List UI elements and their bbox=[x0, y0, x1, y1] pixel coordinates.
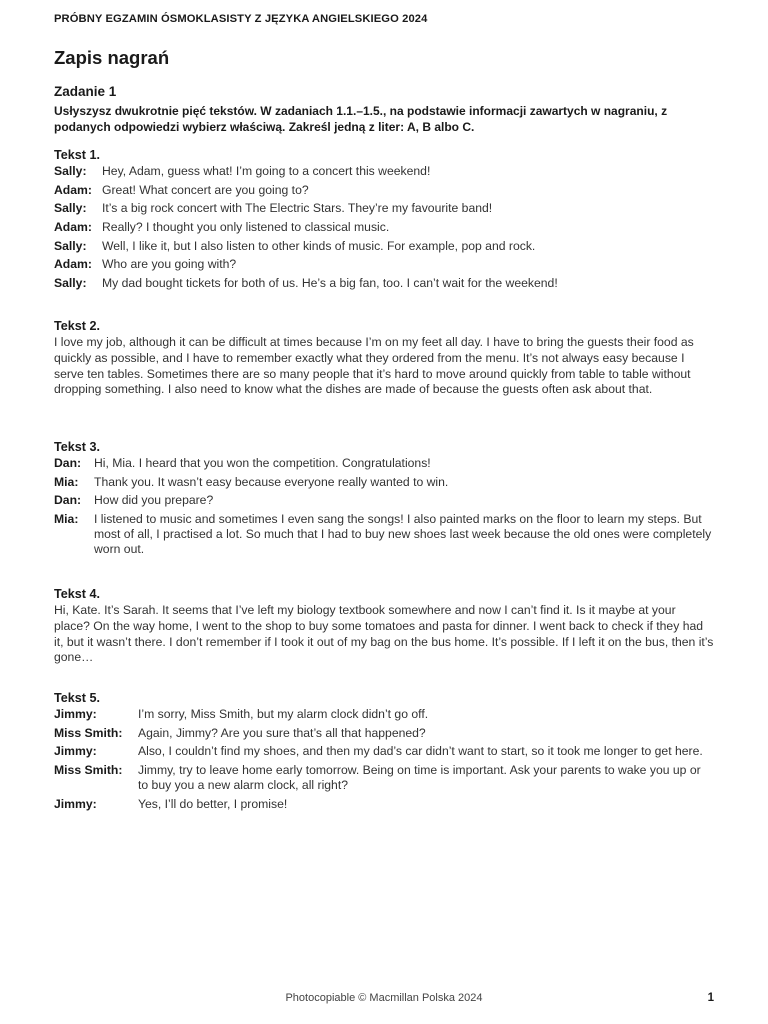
utterance: How did you prepare? bbox=[94, 493, 214, 508]
dialogue-line bbox=[54, 239, 714, 254]
utterance: Jimmy, try to leave home early tomorrow. Being on time is important. Ask your parents to wake you up or to buy you a new alarm clock, all right? bbox=[138, 763, 701, 793]
utterance: Again, Jimmy? Are you sure that’s all that happened? bbox=[138, 725, 426, 740]
section-title: Tekst 3. bbox=[54, 440, 100, 454]
dialogue-line bbox=[54, 475, 714, 490]
text-section-3 bbox=[54, 438, 714, 561]
utterance: Hi, Mia. I heard that you won the competition. Congratulations! bbox=[94, 456, 431, 470]
text-section-4 bbox=[54, 585, 714, 666]
monologue-paragraph: I love my job, although it can be difficult at times because I’m on my feet all day. I have to bring the guests their food as quickly as possible, and I have to remember exactly what they ordered from the menu. It’s not always easy because I serve ten tables. Sometimes there are so many people that it’s hard to move around quickly from table to table without dropping something. I also need to know what the dishes are made of because the guests often ask about that. bbox=[54, 335, 694, 397]
dialogue-line bbox=[54, 707, 714, 722]
section-title: Tekst 2. bbox=[54, 319, 100, 333]
dialogue-line bbox=[54, 744, 714, 759]
utterance: Who are you going with? bbox=[102, 257, 237, 272]
speaker-label: Sally: bbox=[54, 238, 87, 253]
dialogue-line bbox=[54, 201, 714, 216]
speaker-label: Mia: bbox=[54, 512, 79, 527]
dialogue-line bbox=[54, 763, 714, 793]
utterance: I’m sorry, Miss Smith, but my alarm clock didn’t go off. bbox=[138, 707, 429, 721]
dialogue-line bbox=[54, 257, 714, 272]
speaker-label: Miss Smith: bbox=[54, 725, 123, 740]
dialogue-line bbox=[54, 493, 714, 508]
utterance: Great! What concert are you going to? bbox=[102, 182, 309, 197]
speaker-label: Jimmy: bbox=[54, 796, 97, 811]
dialogue-line bbox=[54, 512, 714, 557]
utterance: I listened to music and sometimes I even sang the songs! I also painted marks on the floor to learn my steps. But most of all, I practised a lot. So much that I had to buy new shoes last week because the old ones were completely worn out. bbox=[94, 512, 712, 557]
utterance: Well, I like it, but I also listen to other kinds of music. For example, pop and rock. bbox=[102, 238, 536, 253]
section-title: Tekst 5. bbox=[54, 691, 100, 705]
speaker-label: Dan: bbox=[54, 456, 82, 470]
speaker-label: Jimmy: bbox=[54, 744, 97, 759]
utterance: Hey, Adam, guess what! I’m going to a concert this weekend! bbox=[102, 164, 431, 178]
task-instructions: Usłyszysz dwukrotnie pięć tekstów. W zadaniach 1.1.–1.5., na podstawie informacji zawartych w nagraniu, z podanych odpowiedzi wybierz właściwą. Zakreśl jedną z liter: A, B albo C. bbox=[54, 104, 668, 134]
utterance: Yes, I’ll do better, I promise! bbox=[138, 796, 288, 811]
utterance: Thank you. It wasn’t easy because everyone really wanted to win. bbox=[94, 474, 449, 489]
speaker-label: Adam: bbox=[54, 182, 92, 197]
speaker-label: Miss Smith: bbox=[54, 763, 123, 778]
utterance: It’s a big rock concert with The Electric Stars. They’re my favourite band! bbox=[102, 201, 493, 216]
section-title: Tekst 4. bbox=[54, 587, 100, 601]
speaker-label: Adam: bbox=[54, 257, 92, 272]
speaker-label: Sally: bbox=[54, 201, 87, 216]
page-title: Zapis nagrań bbox=[54, 47, 170, 68]
speaker-label: Dan: bbox=[54, 493, 82, 508]
speaker-label: Jimmy: bbox=[54, 707, 97, 721]
dialogue-line bbox=[54, 164, 714, 179]
utterance: Really? I thought you only listened to classical music. bbox=[102, 220, 390, 235]
dialogue-line bbox=[54, 726, 714, 741]
copyright-footer: Photocopiable © Macmillan Polska 2024 bbox=[285, 992, 483, 1004]
text-section-2 bbox=[54, 317, 714, 398]
speaker-label: Mia: bbox=[54, 474, 79, 489]
section-title: Tekst 1. bbox=[54, 148, 100, 162]
dialogue-line bbox=[54, 456, 714, 471]
dialogue-line bbox=[54, 276, 714, 291]
speaker-label: Sally: bbox=[54, 164, 87, 178]
text-section-5 bbox=[54, 689, 714, 815]
exam-header: PRÓBNY EGZAMIN ÓSMOKLASISTY Z JĘZYKA ANGIELSKIEGO 2024 bbox=[54, 13, 428, 25]
utterance: My dad bought tickets for both of us. He’s a big fan, too. I can’t wait for the weekend! bbox=[102, 276, 558, 291]
dialogue-line bbox=[54, 797, 714, 812]
speaker-label: Adam: bbox=[54, 220, 92, 235]
task-title: Zadanie 1 bbox=[54, 84, 117, 99]
utterance: Also, I couldn’t find my shoes, and then my dad’s car didn’t want to start, so it took me longer to get here. bbox=[138, 744, 703, 759]
voicemail-paragraph: Hi, Kate. It’s Sarah. It seems that I’ve left my biology textbook somewhere and now I can’t find it. Is it maybe at your place? On the way home, I went to the shop to buy some tomatoes and pasta for dinner. I went back to check if they had it, but it wasn’t there. I don’t remember if I took it out of my bag on the bus home. It’s possible. If I left it on the bus, then it’s gone… bbox=[54, 603, 714, 665]
text-section-1 bbox=[54, 146, 714, 295]
dialogue-line bbox=[54, 183, 714, 198]
page-number: 1 bbox=[707, 992, 714, 1004]
dialogue-line bbox=[54, 220, 714, 235]
speaker-label: Sally: bbox=[54, 276, 87, 291]
